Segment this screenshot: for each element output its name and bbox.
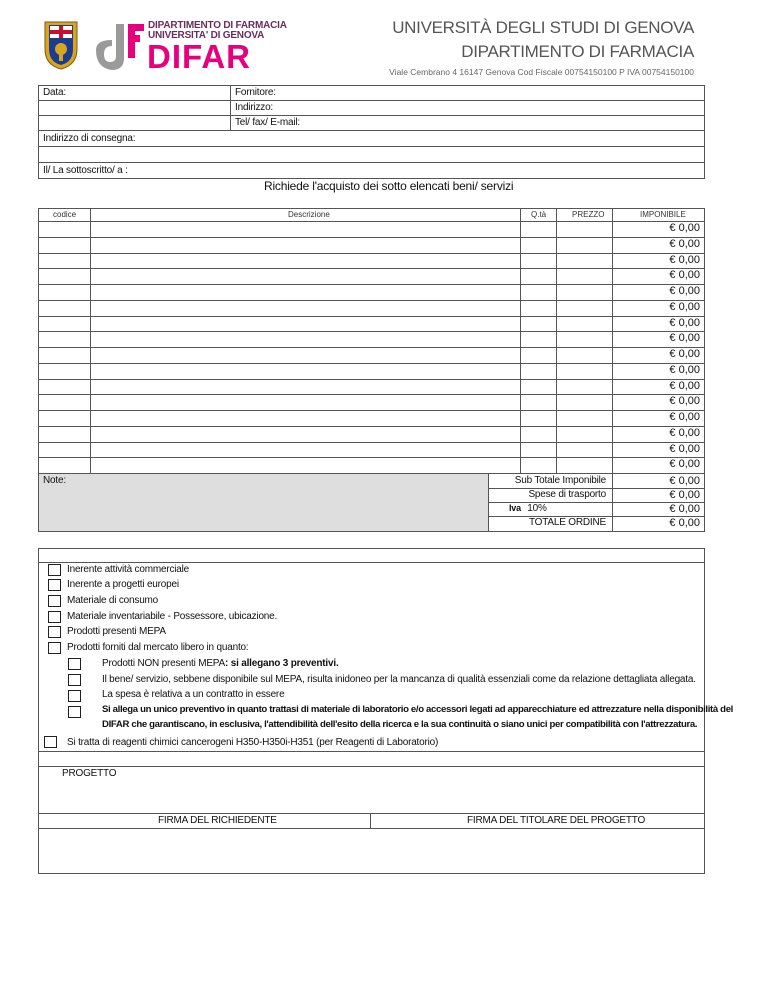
dept-line2: UNIVERSITA' DI GENOVA xyxy=(148,30,265,41)
indirizzo-field-label[interactable]: Indirizzo: xyxy=(235,102,274,113)
imponibile-cell: € 0,00 xyxy=(669,426,700,439)
firma-richiedente-label: FIRMA DEL RICHIEDENTE xyxy=(158,815,277,826)
col-header-codice: codice xyxy=(53,210,77,219)
tel-field-label[interactable]: Tel/ fax/ E-mail: xyxy=(235,117,300,128)
imponibile-cell: € 0,00 xyxy=(669,300,700,313)
iva-value: € 0,00 xyxy=(669,503,700,515)
col-header-imponibile: IMPONIBILE xyxy=(640,210,686,219)
option-non-mepa xyxy=(102,658,339,669)
col-header-qta: Q.tà xyxy=(531,210,547,219)
note-label: Note: xyxy=(43,475,66,486)
request-heading: Richiede l'acquisto dei sotto elencati beni/ servizi xyxy=(264,179,514,193)
option-mepa: Prodotti presenti MEPA xyxy=(67,626,166,637)
imponibile-cell: € 0,00 xyxy=(669,458,700,471)
imponibile-cell: € 0,00 xyxy=(669,253,700,266)
totale-label: TOTALE ORDINE xyxy=(528,517,606,528)
totale-value: € 0,00 xyxy=(669,517,700,529)
imponibile-cell: € 0,00 xyxy=(669,348,700,360)
trasporto-label: Spese di trasporto xyxy=(528,489,606,500)
checkbox-consumo[interactable] xyxy=(48,595,61,607)
data-field-label[interactable]: Data: xyxy=(43,87,66,98)
university-name: UNIVERSITÀ DEGLI STUDI DI GENOVA xyxy=(392,18,694,37)
checkbox-non-mepa[interactable] xyxy=(68,658,81,670)
imponibile-cell: € 0,00 xyxy=(669,237,700,250)
checkbox-mepa[interactable] xyxy=(48,626,61,638)
subtotale-value: € 0,00 xyxy=(669,475,700,487)
fornitore-field-label[interactable]: Fornitore: xyxy=(235,87,276,98)
imponibile-cell: € 0,00 xyxy=(669,379,700,392)
firma-titolare-label: FIRMA DEL TITOLARE DEL PROGETTO xyxy=(467,815,646,826)
imponibile-cell: € 0,00 xyxy=(669,442,700,455)
difar-logo-text: DIFAR xyxy=(147,38,251,75)
address-line: Viale Cembrano 4 16147 Genova Cod Fiscale 00754150100 P IVA 00754150100 xyxy=(389,67,694,77)
imponibile-cell: € 0,00 xyxy=(669,395,700,408)
checkbox-contratto[interactable] xyxy=(68,690,81,702)
university-seal xyxy=(42,19,80,71)
imponibile-cell: € 0,00 xyxy=(669,269,700,282)
option-mercato-libero: Prodotti forniti dal mercato libero in quanto: xyxy=(67,642,249,653)
imponibile-cell: € 0,00 xyxy=(669,332,700,345)
option-inventariabile: Materiale inventariabile - Possessore, ubicazione. xyxy=(67,611,278,622)
consegna-field-label[interactable]: Indirizzo di consegna: xyxy=(43,133,136,144)
dept-line1: DIPARTIMENTO DI FARMACIA xyxy=(148,20,287,31)
imponibile-cell: € 0,00 xyxy=(669,411,700,423)
sottoscritto-field-label[interactable]: Il/ La sottoscritto/ a : xyxy=(43,165,128,176)
option-unico-line1: Si allega un unico preventivo in quanto trattasi di materiale di laboratorio e/o accessori legati ad apparecchiature ed attrezzature nella disponibilità del xyxy=(102,704,733,715)
imponibile-cell: € 0,00 xyxy=(669,222,700,234)
checkbox-mercato-libero[interactable] xyxy=(48,642,61,654)
iva-label xyxy=(509,503,547,514)
checkbox-inidoneo[interactable] xyxy=(68,674,81,686)
checkbox-inventariabile[interactable] xyxy=(48,611,61,623)
option-commerciale: Inerente attività commerciale xyxy=(67,564,190,575)
iva-rate[interactable]: 10% xyxy=(527,503,547,514)
option-non-mepa-text: Prodotti NON presenti MEPA xyxy=(102,658,225,669)
col-header-descrizione: Descrizione xyxy=(288,210,330,219)
signature-area[interactable] xyxy=(39,829,704,873)
checkbox-unico-preventivo[interactable] xyxy=(68,706,81,718)
subtotale-label: Sub Totale Imponibile xyxy=(514,475,606,486)
option-unico-line2: DIFAR che garantiscano, in esclusiva, l'attendibilità dell'esito della ricerca e la sua continuità o siano unici per compatibilità con l'attrezzatura. xyxy=(102,719,698,730)
checkbox-europei[interactable] xyxy=(48,579,61,591)
imponibile-cell: € 0,00 xyxy=(669,363,700,376)
option-non-mepa-bold: : si allegano 3 preventivi. xyxy=(225,658,339,669)
iva-label-text: Iva xyxy=(509,503,521,513)
trasporto-value: € 0,00 xyxy=(669,489,700,501)
col-header-prezzo: PREZZO xyxy=(572,210,605,219)
checkbox-cancerogeni[interactable] xyxy=(44,736,57,748)
option-europei: Inerente a progetti europei xyxy=(67,579,179,590)
checkbox-commerciale[interactable] xyxy=(48,564,61,576)
option-cancerogeni: Si tratta di reagenti chimici cancerogeni H350-H350i-H351 (per Reagenti di Laboratorio) xyxy=(67,737,439,748)
option-inidoneo: Il bene/ servizio, sebbene disponibile sul MEPA, risulta inidoneo per la mancanza di qualità essenziali come da relazione dettagliata allegata. xyxy=(102,674,696,685)
difar-mark xyxy=(94,20,144,72)
progetto-label[interactable]: PROGETTO xyxy=(62,768,117,779)
department-name: DIPARTIMENTO DI FARMACIA xyxy=(461,42,694,61)
imponibile-cell: € 0,00 xyxy=(669,285,700,297)
imponibile-cell: € 0,00 xyxy=(669,316,700,329)
option-contratto: La spesa è relativa a un contratto in essere xyxy=(102,689,285,700)
option-consumo: Materiale di consumo xyxy=(67,595,159,606)
